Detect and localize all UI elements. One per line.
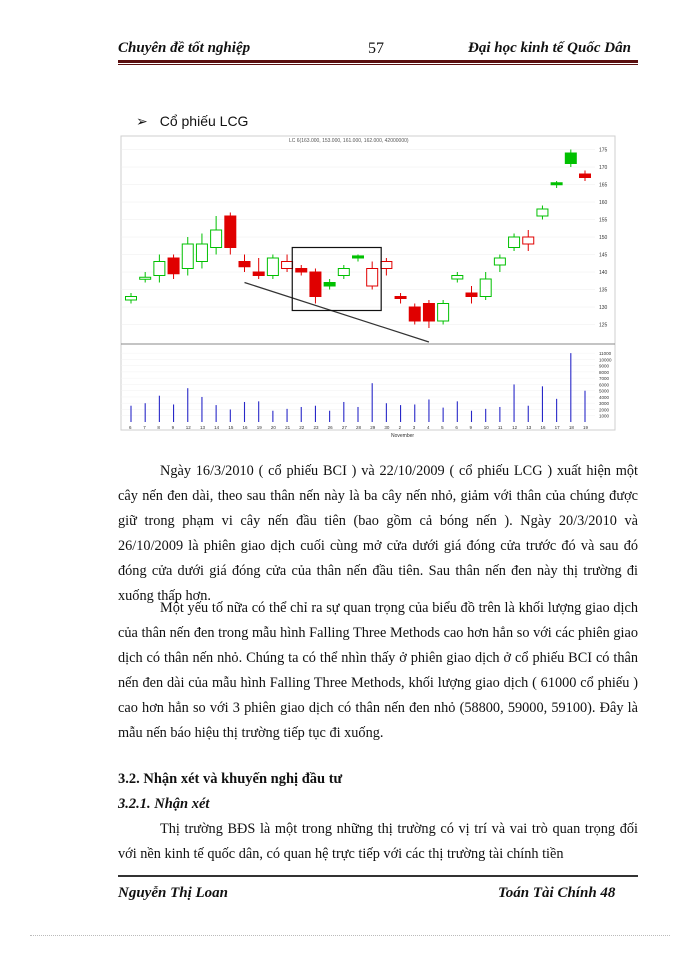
x-tick-label: 28 xyxy=(356,425,362,430)
paragraph-2: Một yếu tố nữa có thể chỉ ra sự quan trọng của biểu đồ trên là khối lượng giao dịch của thân nến đen trong mẫu hình Falling Three Methods cao hơn hẳn so với các phiên giao dịch có thân nến nhỏ. Chúng ta có thể nhìn thấy ở phiên giao dịch ở cổ phiếu BCI có thân nến đen dài của mẫu hình Falling Three Methods, khối lượng giao dịch ( 61000 cổ phiếu ) cao hơn hẳn so với 3 phiên giao dịch có thân nến đen nhỏ (58800, 59000, 59100). Đây là mẫu nến báo hiệu thị trường tiếp tục đi xuống. xyxy=(118,600,638,741)
candle-body xyxy=(140,277,151,279)
section-subheading: 3.2.1. Nhận xét xyxy=(118,796,210,812)
volume-tick-label: 11000 xyxy=(599,351,612,357)
candle-body xyxy=(537,209,548,216)
volume-tick-label: 4000 xyxy=(599,394,610,400)
price-tick-label: 140 xyxy=(599,270,608,276)
volume-tick-label: 8000 xyxy=(599,369,610,375)
x-tick-label: 10 xyxy=(483,425,489,430)
candle-body xyxy=(126,297,137,301)
price-tick-label: 145 xyxy=(599,252,608,259)
candle-body xyxy=(324,283,335,287)
x-tick-label: 2 xyxy=(398,425,402,430)
candle-body xyxy=(253,272,264,276)
x-tick-label: 9 xyxy=(171,425,175,430)
paragraph-3: Thị trường BĐS là một trong những thị trường có vị trí và vai trò quan trọng đối với nền kinh tế quốc dân, có quan hệ trực tiếp với các thị trường tài chính tiền xyxy=(118,821,638,862)
candle-body xyxy=(267,258,278,276)
x-tick-label: 17 xyxy=(554,425,560,430)
header-rule xyxy=(118,60,638,63)
volume-tick-label: 3000 xyxy=(599,401,610,407)
x-tick-label: 12 xyxy=(512,425,518,430)
chart-title: LC 6(163.000, 153.000, 161.000, 162.000, 42000000) xyxy=(289,138,409,144)
footer-left: Nguyễn Thị Loan xyxy=(118,885,229,901)
candle-body xyxy=(480,279,491,297)
volume-tick-label: 10000 xyxy=(599,357,612,363)
price-tick-label: 170 xyxy=(599,165,608,171)
candle-body xyxy=(452,276,463,280)
footer-right: Toán Tài Chính 48 xyxy=(498,885,616,901)
candle-body xyxy=(523,237,534,244)
x-tick-label: 8 xyxy=(157,425,160,430)
candle-body xyxy=(196,244,207,262)
price-tick-label: 125 xyxy=(599,322,608,329)
candle-body xyxy=(551,183,562,185)
candlestick-chart xyxy=(113,132,627,438)
candle-body xyxy=(381,262,392,269)
x-tick-label: 22 xyxy=(299,425,305,430)
price-tick-label: 165 xyxy=(599,182,608,189)
x-tick-label: 6 xyxy=(455,425,458,430)
bullet-item xyxy=(136,113,248,130)
candle-body xyxy=(338,269,349,276)
header-right: Đại học kinh tế Quốc Dân xyxy=(468,40,631,56)
x-tick-label: 23 xyxy=(313,425,319,430)
price-tick-label: 135 xyxy=(599,287,608,294)
x-tick-label: 18 xyxy=(568,425,574,430)
footer-rule xyxy=(118,875,638,877)
price-tick-label: 150 xyxy=(599,235,608,241)
candle-body xyxy=(168,258,179,274)
page-edge-dots xyxy=(30,935,670,936)
volume-tick-label: 9000 xyxy=(599,363,610,369)
x-tick-label: 6 xyxy=(129,425,132,430)
x-tick-label: 5 xyxy=(441,425,444,430)
bullet-text: Cổ phiếu LCG xyxy=(159,113,249,129)
candle-body xyxy=(182,244,193,269)
candle-body xyxy=(282,262,293,269)
x-tick-label: 15 xyxy=(228,425,234,430)
paragraph-1: Ngày 16/3/2010 ( cổ phiếu BCI ) và 22/10/2009 ( cổ phiếu LCG ) xuất hiện một cây nến đen dài, theo sau thân nến này là ba cây nến nhỏ, giảm với thân của chúng được giữ trong phạm vi cây nến đầu tiên (bao gồm cả bóng nến ). Ngày 20/3/2010 và 26/10/2009 là phiên giao dịch cuối cùng mở cửa dưới giá đóng cửa trước đó và sau đó đóng cửa dưới giá đóng cửa của thân nến đầu tiên. Sau thân nến đen này thị trường đi xuống thấp hơn. xyxy=(118,463,638,604)
candle-body xyxy=(565,153,576,164)
x-tick-label: 11 xyxy=(497,425,503,430)
x-tick-label: 12 xyxy=(185,425,191,430)
candle-body xyxy=(423,304,434,322)
x-tick-label: 16 xyxy=(242,425,248,430)
bullet-marker-icon: ➢ xyxy=(136,113,148,129)
price-tick-label: 130 xyxy=(599,305,608,311)
header-left: Chuyên đề tốt nghiệp xyxy=(118,40,251,56)
candle-body xyxy=(395,297,406,299)
candle-body xyxy=(239,262,250,267)
header-rule-thin xyxy=(118,64,638,65)
volume-tick-label: 6000 xyxy=(599,382,610,388)
candle-body xyxy=(225,216,236,248)
x-tick-label: 16 xyxy=(540,425,546,430)
x-tick-label: 13 xyxy=(199,425,205,430)
x-tick-label: 30 xyxy=(384,425,390,430)
x-tick-label: 19 xyxy=(256,425,262,430)
price-tick-label: 160 xyxy=(599,200,608,206)
candle-body xyxy=(494,258,505,265)
candle-body xyxy=(353,256,364,258)
x-tick-label: 29 xyxy=(370,425,376,430)
candle-body xyxy=(310,272,321,297)
x-tick-label: 4 xyxy=(426,425,430,430)
x-axis-label: November xyxy=(391,433,415,438)
candle-body xyxy=(409,307,420,321)
candle-body xyxy=(509,237,520,248)
x-tick-label: 3 xyxy=(412,425,416,430)
candle-body xyxy=(580,174,591,178)
candle-body xyxy=(296,269,307,273)
x-tick-label: 9 xyxy=(469,425,473,430)
x-tick-label: 27 xyxy=(341,425,347,430)
x-tick-label: 20 xyxy=(270,425,276,430)
candle-body xyxy=(211,230,222,248)
volume-tick-label: 5000 xyxy=(599,388,610,394)
candle-body xyxy=(154,262,165,276)
volume-tick-label: 7000 xyxy=(599,376,610,382)
x-tick-label: 13 xyxy=(526,425,532,430)
x-tick-label: 14 xyxy=(214,425,220,430)
price-tick-label: 175 xyxy=(599,147,608,154)
header-page-number: 57 xyxy=(368,40,384,57)
volume-tick-label: 1000 xyxy=(599,413,610,419)
x-tick-label: 19 xyxy=(583,425,589,430)
candle-body xyxy=(438,304,449,322)
price-tick-label: 155 xyxy=(599,217,608,224)
x-tick-label: 21 xyxy=(285,425,291,430)
volume-tick-label: 2000 xyxy=(599,407,610,413)
candle-body xyxy=(367,269,378,287)
x-tick-label: 7 xyxy=(143,425,146,430)
x-tick-label: 26 xyxy=(327,425,333,430)
section-heading: 3.2. Nhận xét và khuyến nghị đầu tư xyxy=(118,771,343,787)
candle-body xyxy=(466,293,477,297)
